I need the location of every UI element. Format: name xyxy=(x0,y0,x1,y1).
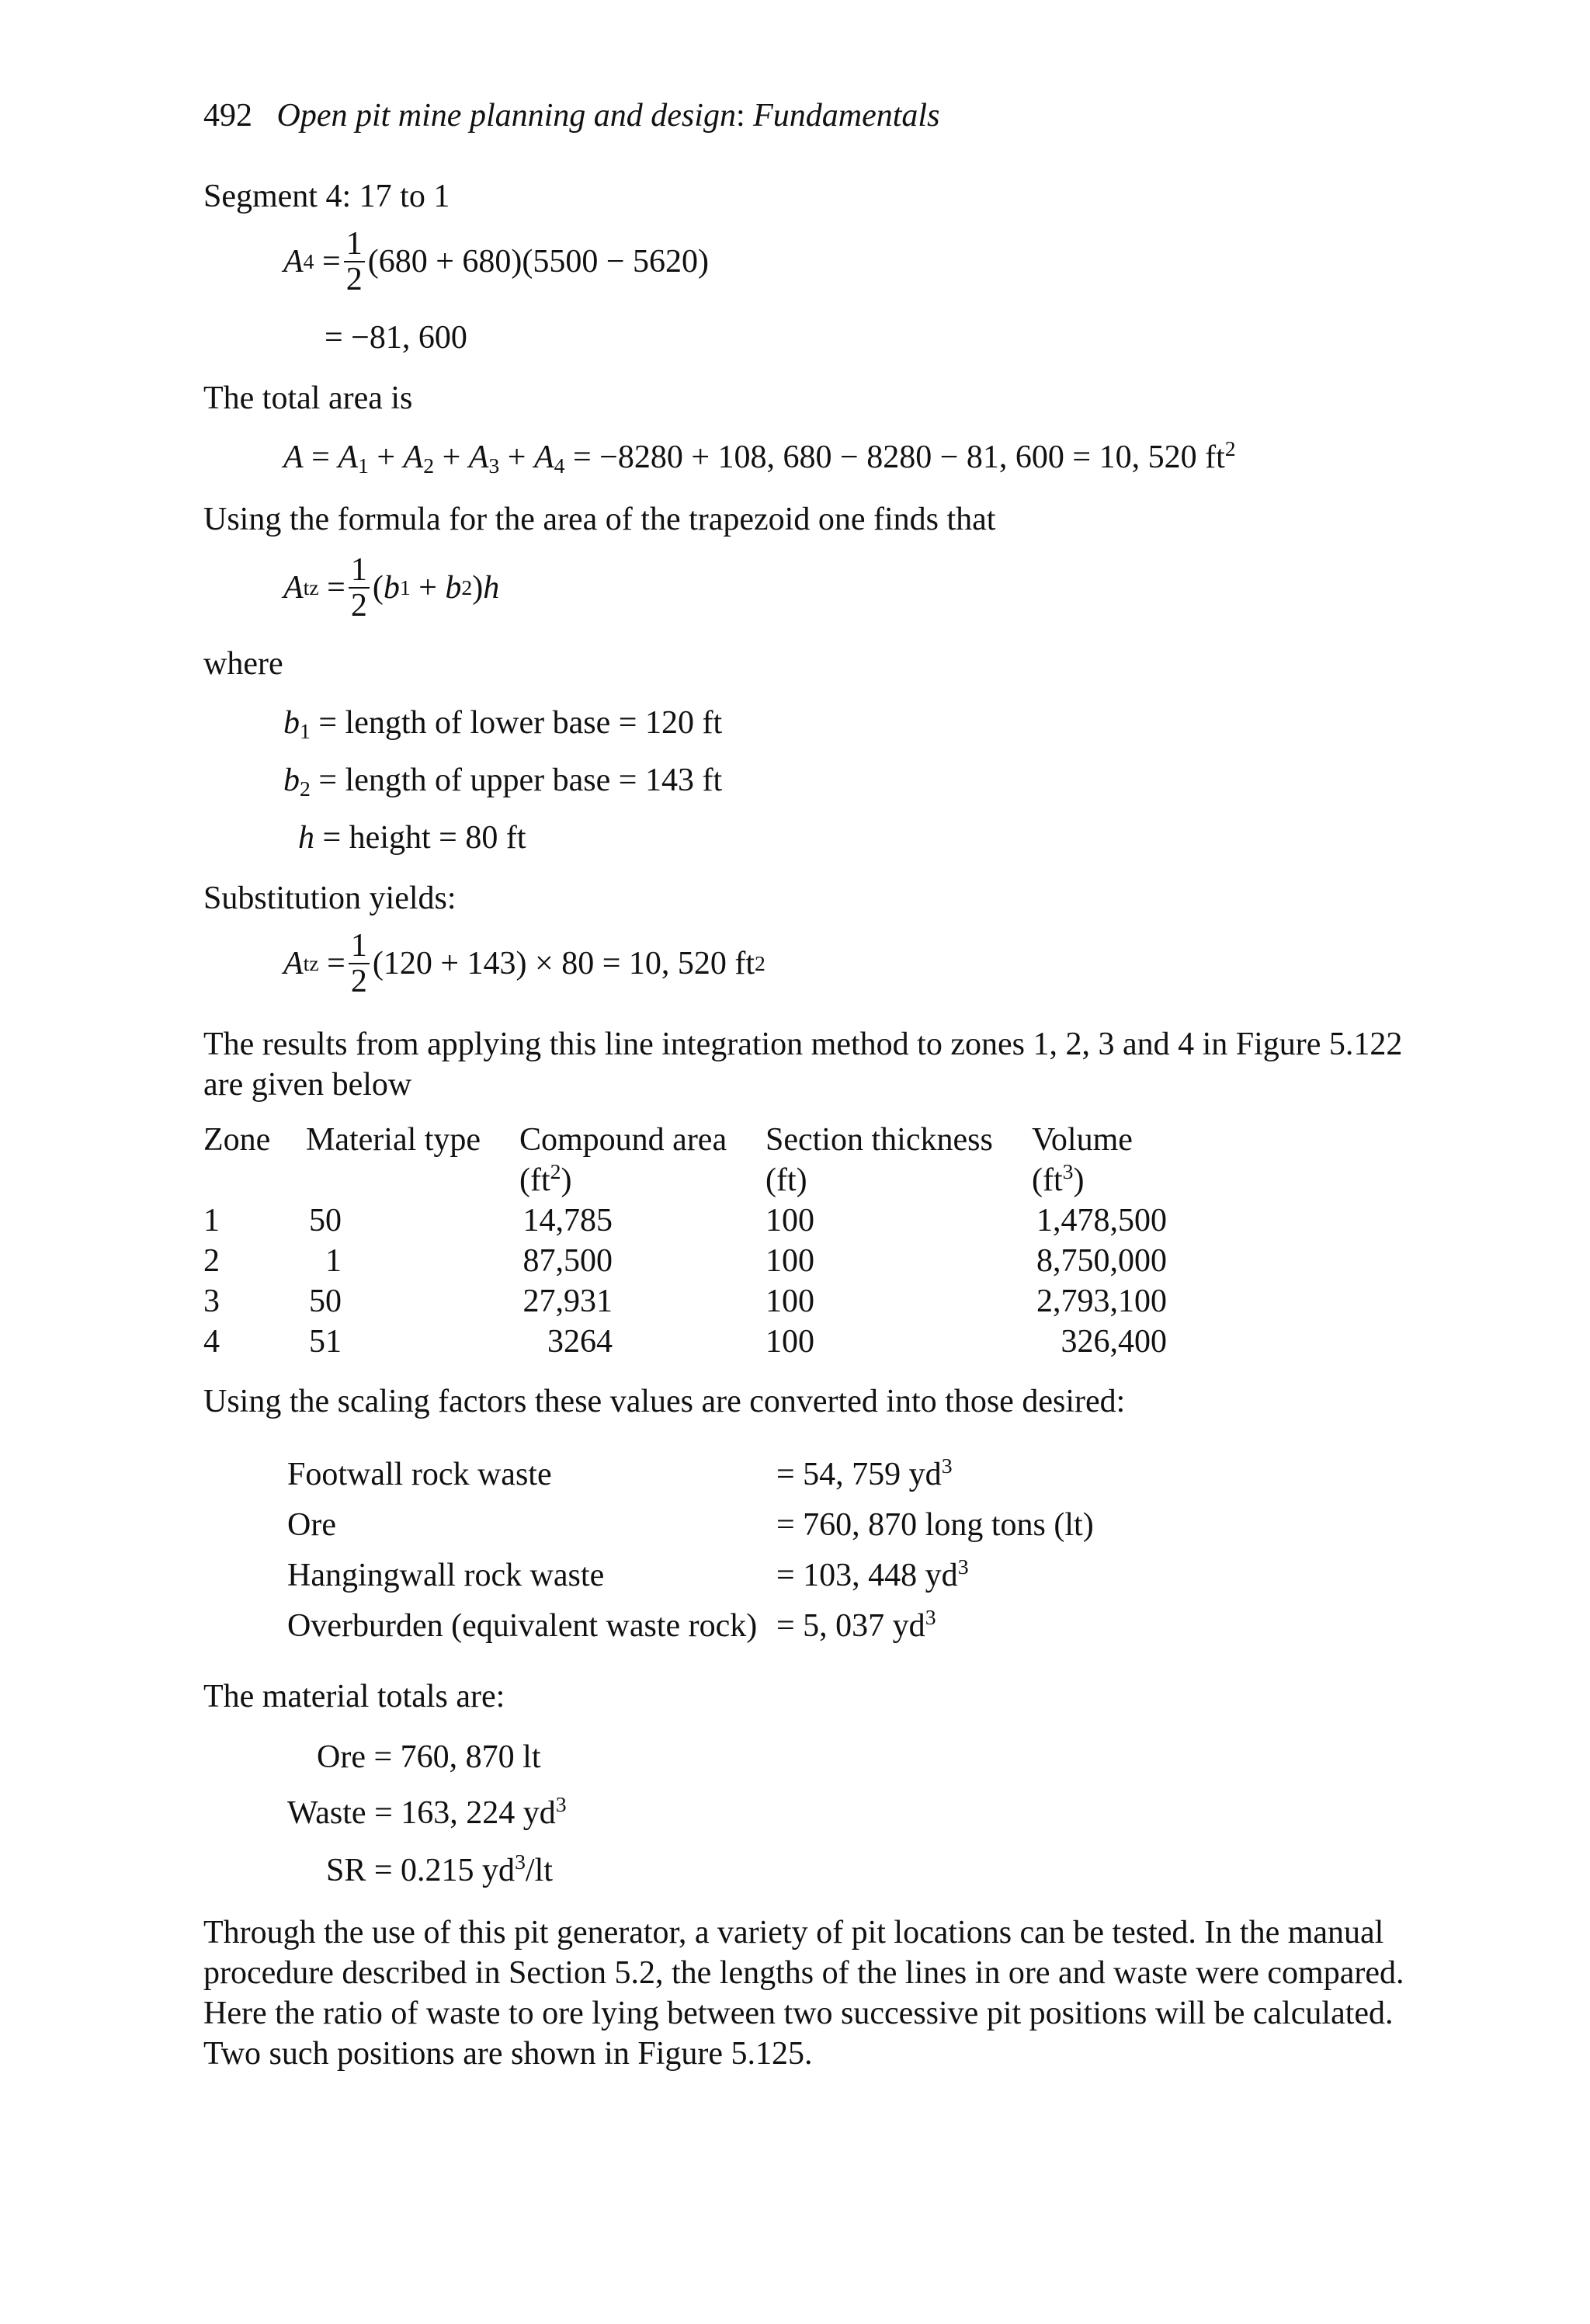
header-material-type: Material type xyxy=(306,1122,481,1158)
scaling-label-overburden: Overburden (equivalent waste rock) xyxy=(287,1608,758,1644)
table-row: 1 50 14,785 100 1,478,500 xyxy=(203,1203,1167,1238)
unit-section-thickness: (ft) xyxy=(765,1162,807,1198)
segment-heading: Segment 4: 17 to 1 xyxy=(203,179,450,214)
unit-volume: $(ft^3)$ xyxy=(1032,1159,1085,1198)
equation-a4-result: = −81, 600 xyxy=(325,320,467,356)
scaling-label-hangingwall: Hangingwall rock waste xyxy=(287,1558,605,1593)
totals-intro: The material totals are: xyxy=(203,1679,505,1714)
total-area-intro: The total area is xyxy=(203,380,413,416)
definition-b2: $b_2$ = length of upper base = 143 ft xyxy=(283,763,723,801)
table-units-row xyxy=(203,1160,1179,1200)
closing-line-1: Through the use of this pit generator, a variety of pit locations can be tested. In the manual xyxy=(203,1915,1384,1951)
running-subtitle: Fundamentals xyxy=(753,98,940,134)
header-compound-area: Compound area xyxy=(519,1122,727,1158)
equation-substitution: A tz = $\frac{1}{2}$ (120 + 143) × 80 = 10, 520 ft 2 xyxy=(283,928,765,1000)
header-section-thickness: Section thickness xyxy=(765,1122,993,1158)
scaling-intro: Using the scaling factors these values are converted into those desired: xyxy=(203,1384,1126,1419)
scaling-value-overburden: = 5, 037 $yd^3$ xyxy=(776,1604,936,1644)
closing-line-4: Two such positions are shown in Figure 5.125. xyxy=(203,2036,813,2072)
one-half-fraction: $\frac{1}{2}$ xyxy=(344,227,365,297)
page-header: 492 Open pit mine planning and design: Fundamentals xyxy=(203,98,940,134)
totals-stripping-ratio: SR = 0.215 $yd^3/lt$ xyxy=(326,1849,553,1888)
table-row: 4 51 3264 100 326,400 xyxy=(203,1324,1167,1360)
table-header-row xyxy=(203,1120,1179,1160)
running-title: Open pit mine planning and design xyxy=(276,98,736,134)
definition-h: h = height = 80 ft xyxy=(298,820,526,856)
definition-b1: $b_1$ = length of lower base = 120 ft xyxy=(283,705,723,743)
scaling-label-ore: Ore xyxy=(287,1507,336,1543)
results-intro-line-1: The results from applying this line integration method to zones 1, 2, 3 and 4 in Figure 5.122 xyxy=(203,1027,1403,1062)
one-half-fraction: $\frac{1}{2}$ xyxy=(349,553,370,623)
trapezoid-intro: Using the formula for the area of the trapezoid one finds that xyxy=(203,502,996,537)
substitution-intro: Substitution yields: xyxy=(203,881,457,916)
scaling-value-footwall: = 54, 759 $yd^3$ xyxy=(776,1453,953,1492)
totals-ore: Ore = 760, 870 lt xyxy=(317,1739,541,1775)
zone-table xyxy=(203,1120,1179,1362)
where-label: where xyxy=(203,646,283,682)
results-intro-line-2: are given below xyxy=(203,1067,412,1103)
equation-trapezoid: A tz = $\frac{1}{2}$ ( b 1 + b 2 ) h xyxy=(283,552,500,624)
scaling-value-ore: = 760, 870 long tons (lt) xyxy=(776,1507,1094,1543)
one-half-fraction: $\frac{1}{2}$ xyxy=(349,929,370,999)
closing-line-3: Here the ratio of waste to ore lying between two successive pit positions will be calculated. xyxy=(203,1996,1394,2031)
equation-a4: A 4 = $\frac{1}{2}$ (680 + 680)(5500 − 5620) xyxy=(283,226,710,298)
header-zone: Zone xyxy=(203,1122,271,1158)
table-row: 3 50 27,931 100 2,793,100 xyxy=(203,1284,1167,1319)
page-number: 492 xyxy=(203,98,252,134)
table-row: 2 1 87,500 100 8,750,000 xyxy=(203,1243,1167,1279)
totals-waste: Waste = 163, 224 $yd^3$ xyxy=(287,1791,567,1831)
equation-total-area: $A = A_1 + A_2 + A_3 + A_4 = -8280 + 108$, 680 − 8280 − 81, 600 = 10, 520 $ft^2$ xyxy=(283,436,1236,478)
unit-compound-area: $(ft^2)$ xyxy=(519,1159,572,1198)
scaling-value-hangingwall: = 103, 448 $yd^3$ xyxy=(776,1554,969,1593)
closing-line-2: procedure described in Section 5.2, the lengths of the lines in ore and waste were compared. xyxy=(203,1955,1404,1991)
header-volume: Volume xyxy=(1032,1122,1133,1158)
scaling-label-footwall: Footwall rock waste xyxy=(287,1457,552,1492)
